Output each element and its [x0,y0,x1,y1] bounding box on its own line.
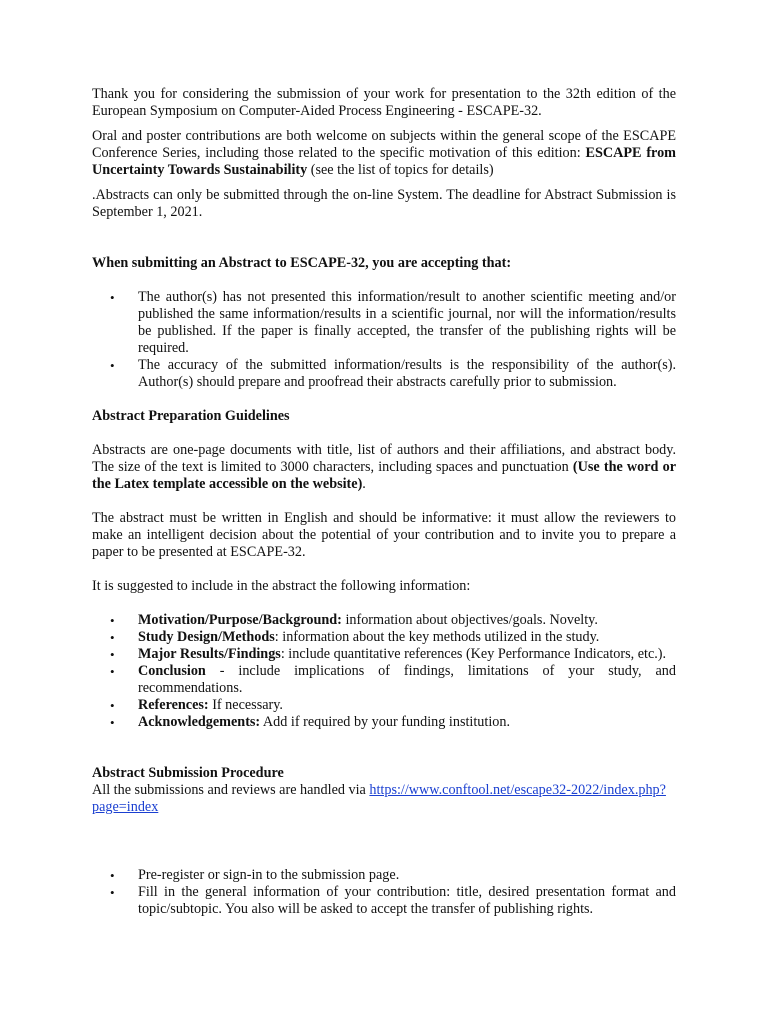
guidelines-paragraph: Abstracts are one-page documents with title, list of authors and their affiliations, and abstract body. The size of the text is limited to 3000 characters, including spaces and punctuation (Use the word or the Latex template accessible on the website). [92,442,676,492]
list-item: • References: If necessary. [110,697,283,713]
scope-text: Oral and poster contributions are both welcome on subjects within the general scope of the ESCAPE Conference Series, including those related to the specific motivation of this edition: [92,128,676,161]
procedure-heading: Abstract Submission Procedure [92,765,284,781]
list-item: • Acknowledgements: Add if required by your funding institution. [110,714,511,730]
bullet-icon: • [110,290,115,305]
bullet-icon: • [110,647,115,662]
bullet-icon: • [110,358,115,373]
list-item: • The accuracy of the submitted information/results is the responsibility of the author(s). Author(s) should prepare and proofread their abstracts carefully prior to submission. [110,357,676,390]
bullet-icon: • [110,715,115,730]
edition-motto: ESCAPE from Uncertainty Towards Sustainability [92,145,676,178]
bullet-icon: • [110,868,115,883]
bullet-icon: • [110,885,115,900]
procedure-paragraph: All the submissions and reviews are handled via https://www.conftool.net/escape32-2022/index.php?page=index [92,782,666,815]
list-item: • The author(s) has not presented this information/result to another scientific meeting and/or published the same information/results in a scientific journal, nor will the information/results be published. If the paper is finally accepted, the transfer of the publishing rights will be required. [110,289,676,356]
accepting-list [92,289,676,391]
accepting-heading: When submitting an Abstract to ESCAPE-32, you are accepting that: [92,255,512,271]
language-paragraph: The abstract must be written in English and should be informative: it must allow the reviewers to make an intelligent decision about the potential of your contribution and to invite you to prepare a paper to be presented at ESCAPE-32. [92,510,676,560]
scope-paragraph [92,128,676,179]
scope-tail: (see the list of topics for details) [307,162,494,178]
abstract-contents-list [92,612,676,731]
list-item: • Major Results/Findings: include quantitative references (Key Performance Indicators, etc.). [110,646,667,662]
list-item: • Study Design/Methods: information about the key methods utilized in the study. [110,629,600,645]
template-note: (Use the word or the Latex template accessible on the website) [92,459,676,492]
conftool-link[interactable]: https://www.conftool.net/escape32-2022/index.php?page=index [92,782,666,815]
list-item: • Fill in the general information of your contribution: title, desired presentation format and topic/subtopic. You also will be asked to accept the transfer of publishing rights. [110,884,676,917]
bullet-icon: • [110,613,115,628]
bullet-icon: • [110,630,115,645]
guidelines-heading: Abstract Preparation Guidelines [92,408,290,424]
list-item: • Motivation/Purpose/Background: information about objectives/goals. Novelty. [110,612,598,628]
list-item: • Conclusion - include implications of findings, limitations of your study, and recommendations. [110,663,676,696]
document-page [92,86,676,918]
bullet-icon: • [110,664,115,679]
list-item: • Pre-register or sign-in to the submission page. [110,867,400,883]
bullet-icon: • [110,698,115,713]
procedure-steps-list [92,867,676,918]
deadline-paragraph: .Abstracts can only be submitted through the on-line System. The deadline for Abstract Submission is September 1, 2021. [92,187,676,220]
intro-paragraph: Thank you for considering the submission of your work for presentation to the 32th edition of the European Symposium on Computer-Aided Process Engineering - ESCAPE-32. [92,86,676,119]
suggestion-paragraph: It is suggested to include in the abstract the following information: [92,578,471,594]
